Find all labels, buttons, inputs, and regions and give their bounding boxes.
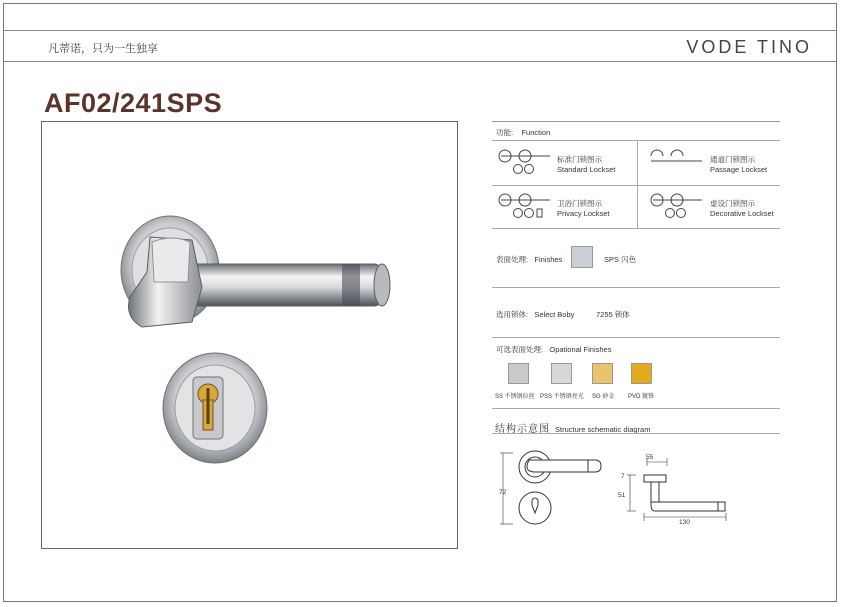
pss-swatch [551, 363, 572, 384]
standard-lockset-cn: 标准门锁图示 [557, 155, 602, 164]
door-handle-image [42, 122, 457, 548]
standard-lockset-text [557, 155, 615, 175]
dim-72: 72 [499, 489, 507, 496]
dim-55: 55 [646, 454, 654, 461]
privacy-lockset-text [557, 199, 610, 219]
pvd-label: PVD 镀铬 [628, 394, 655, 400]
finishes-label [496, 254, 562, 265]
sg-label: SG 砂金 [592, 394, 615, 400]
dim-7: 7 [621, 473, 625, 480]
finish-swatch [571, 246, 593, 268]
slogan: 凡蒂诺，只为一生独享 [48, 43, 158, 55]
decorative-lockset-en: Decorative Lockset [710, 209, 774, 218]
rule [492, 287, 780, 288]
ss-swatch [508, 363, 529, 384]
pss-label: PSS 不锈钢亮光 [540, 394, 584, 400]
rule [492, 228, 780, 229]
side-view-drawing [622, 455, 734, 527]
optional-label-cn: 可选表面处理: [496, 345, 544, 354]
standard-lockset-icon [496, 148, 552, 176]
dim-51: 51 [618, 492, 626, 499]
rule [492, 185, 780, 186]
passage-lockset-text [710, 155, 767, 175]
decorative-lockset-icon [648, 192, 704, 220]
rule [492, 433, 780, 434]
optional-label [496, 344, 611, 355]
decorative-lockset-cn: 虚设门锁图示 [710, 199, 755, 208]
function-label [496, 127, 550, 138]
privacy-lockset-icon [496, 192, 552, 220]
optional-label-en: Opational Finishes [549, 345, 612, 354]
dim-130: 130 [679, 519, 690, 526]
function-label-cn: 功能: [496, 128, 514, 137]
finishes-label-en: Finishes [534, 255, 563, 264]
structure-label-cn: 结构示意图 [495, 424, 550, 435]
standard-lockset-en: Standard Lockset [557, 165, 616, 174]
decorative-lockset-text [710, 199, 774, 219]
rule [492, 140, 780, 141]
header-top-rule [4, 30, 836, 31]
front-view-drawing [495, 450, 610, 530]
rule [492, 408, 780, 409]
body-label [496, 309, 574, 320]
ss-label: SS 不锈钢拉丝 [495, 394, 535, 400]
header-bottom-rule [4, 61, 836, 62]
product-photo [41, 121, 458, 549]
passage-lockset-icon [648, 148, 704, 176]
product-model: AF02/241SPS [44, 88, 223, 118]
pvd-swatch [631, 363, 652, 384]
brand-logo: VODE TINO [686, 37, 812, 57]
passage-lockset-cn: 通道门锁图示 [710, 155, 755, 164]
sg-swatch [592, 363, 613, 384]
body-label-cn: 选用锁体: [496, 310, 529, 319]
finishes-label-cn: 表面处理: [496, 255, 529, 264]
body-label-en: Select Boby [534, 310, 575, 319]
rule [492, 121, 780, 122]
passage-lockset-en: Passage Lockset [710, 165, 768, 174]
privacy-lockset-cn: 卫浴门锁图示 [557, 199, 602, 208]
privacy-lockset-en: Privacy Lockset [557, 209, 610, 218]
structure-label-en: Structure schematic diagram [555, 425, 651, 434]
finish-value: SPS 闪色 [604, 255, 637, 264]
function-label-en: Function [521, 128, 551, 137]
rule [637, 140, 638, 228]
rule [492, 337, 780, 338]
body-value: 7255 锁体 [596, 310, 630, 319]
